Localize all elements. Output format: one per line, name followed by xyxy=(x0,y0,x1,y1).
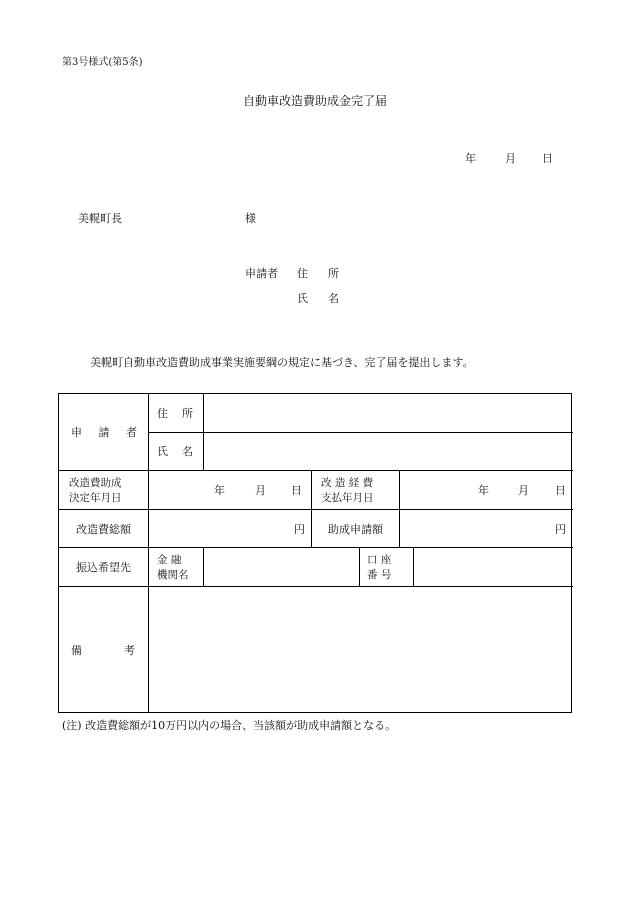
label-line xyxy=(321,475,389,490)
day-unit: 日 xyxy=(555,484,566,497)
applicant-name-label xyxy=(297,290,339,306)
address-char-1: 住 xyxy=(297,267,308,280)
label-char: 番 xyxy=(367,569,378,581)
label-char: 造 xyxy=(334,477,346,489)
body-text: 美幌町自動車改造費助成事業実施要綱の規定に基づき、完了届を提出します。 xyxy=(90,356,474,369)
header-char: 申 xyxy=(71,426,82,439)
decision-date-input[interactable] xyxy=(149,471,311,509)
date-month-label: 月 xyxy=(505,152,516,165)
label-line: 機関名 xyxy=(157,569,189,581)
header-char: 者 xyxy=(126,426,137,439)
label-char: 名 xyxy=(182,445,193,458)
label-line xyxy=(157,552,195,567)
label-char: 所 xyxy=(182,407,193,420)
name-input-cell[interactable] xyxy=(204,433,572,470)
table-rule xyxy=(359,547,360,586)
form-number: 第3号様式(第5条) xyxy=(62,57,143,68)
total-cost-label: 改造費総額 xyxy=(76,522,131,536)
yen-unit: 円 xyxy=(294,522,305,536)
address-char-2: 所 xyxy=(328,267,339,280)
transfer-label: 振込希望先 xyxy=(76,561,131,574)
document-title: 自動車改造費助成金完了届 xyxy=(242,94,387,108)
payment-date-label xyxy=(321,471,389,509)
label-char: 備 xyxy=(71,643,82,657)
address-input-cell[interactable] xyxy=(204,395,572,432)
table-name-label xyxy=(157,432,193,470)
total-cost-input[interactable] xyxy=(149,510,311,547)
applicant-label: 申請者 xyxy=(245,267,278,280)
grant-request-label: 助成申請額 xyxy=(328,522,383,536)
label-line xyxy=(367,567,405,582)
name-char-1: 氏 xyxy=(297,292,308,305)
account-input[interactable] xyxy=(414,548,572,586)
label-char: 氏 xyxy=(157,445,168,458)
bank-input[interactable] xyxy=(204,548,359,586)
applicant-address-label xyxy=(297,265,339,281)
payment-date-input[interactable] xyxy=(400,471,572,509)
grant-request-input[interactable] xyxy=(400,510,572,547)
label-char: 改 xyxy=(321,477,332,489)
month-unit: 月 xyxy=(518,484,529,497)
bank-label xyxy=(157,548,195,586)
header-char: 請 xyxy=(98,426,110,439)
addressee-name: 美幌町長 xyxy=(78,212,122,225)
year-unit: 年 xyxy=(478,484,489,497)
label-line: 決定年月日 xyxy=(69,492,122,504)
label-char: 金 xyxy=(157,554,168,566)
year-unit: 年 xyxy=(214,484,225,497)
label-char: 座 xyxy=(380,554,392,566)
account-label xyxy=(367,548,405,586)
label-line: 改造費助成 xyxy=(69,477,122,489)
label-char: 住 xyxy=(157,407,168,420)
label-char: 融 xyxy=(170,554,182,566)
label-line xyxy=(367,552,405,567)
day-unit: 日 xyxy=(291,484,302,497)
decision-date-label xyxy=(69,471,139,509)
table-address-label xyxy=(157,394,193,432)
month-unit: 月 xyxy=(255,484,266,497)
yen-unit: 円 xyxy=(555,522,566,536)
date-day-label: 日 xyxy=(542,152,553,165)
footnote: (注) 改造費総額が10万円以内の場合、当該額が助成申請額となる。 xyxy=(62,719,397,732)
addressee-honorific: 様 xyxy=(245,212,256,225)
applicant-header-cell xyxy=(71,394,137,470)
label-char: 号 xyxy=(380,569,392,581)
name-char-2: 名 xyxy=(328,292,339,305)
application-table xyxy=(58,393,572,713)
label-char: 口 xyxy=(367,554,378,566)
date-year-label: 年 xyxy=(465,152,476,165)
remarks-input[interactable] xyxy=(149,587,572,712)
label-char: 費 xyxy=(362,477,374,489)
label-char: 考 xyxy=(124,643,135,657)
label-line: 支払年月日 xyxy=(321,492,374,504)
label-char: 経 xyxy=(348,477,360,489)
remarks-label xyxy=(71,587,135,712)
